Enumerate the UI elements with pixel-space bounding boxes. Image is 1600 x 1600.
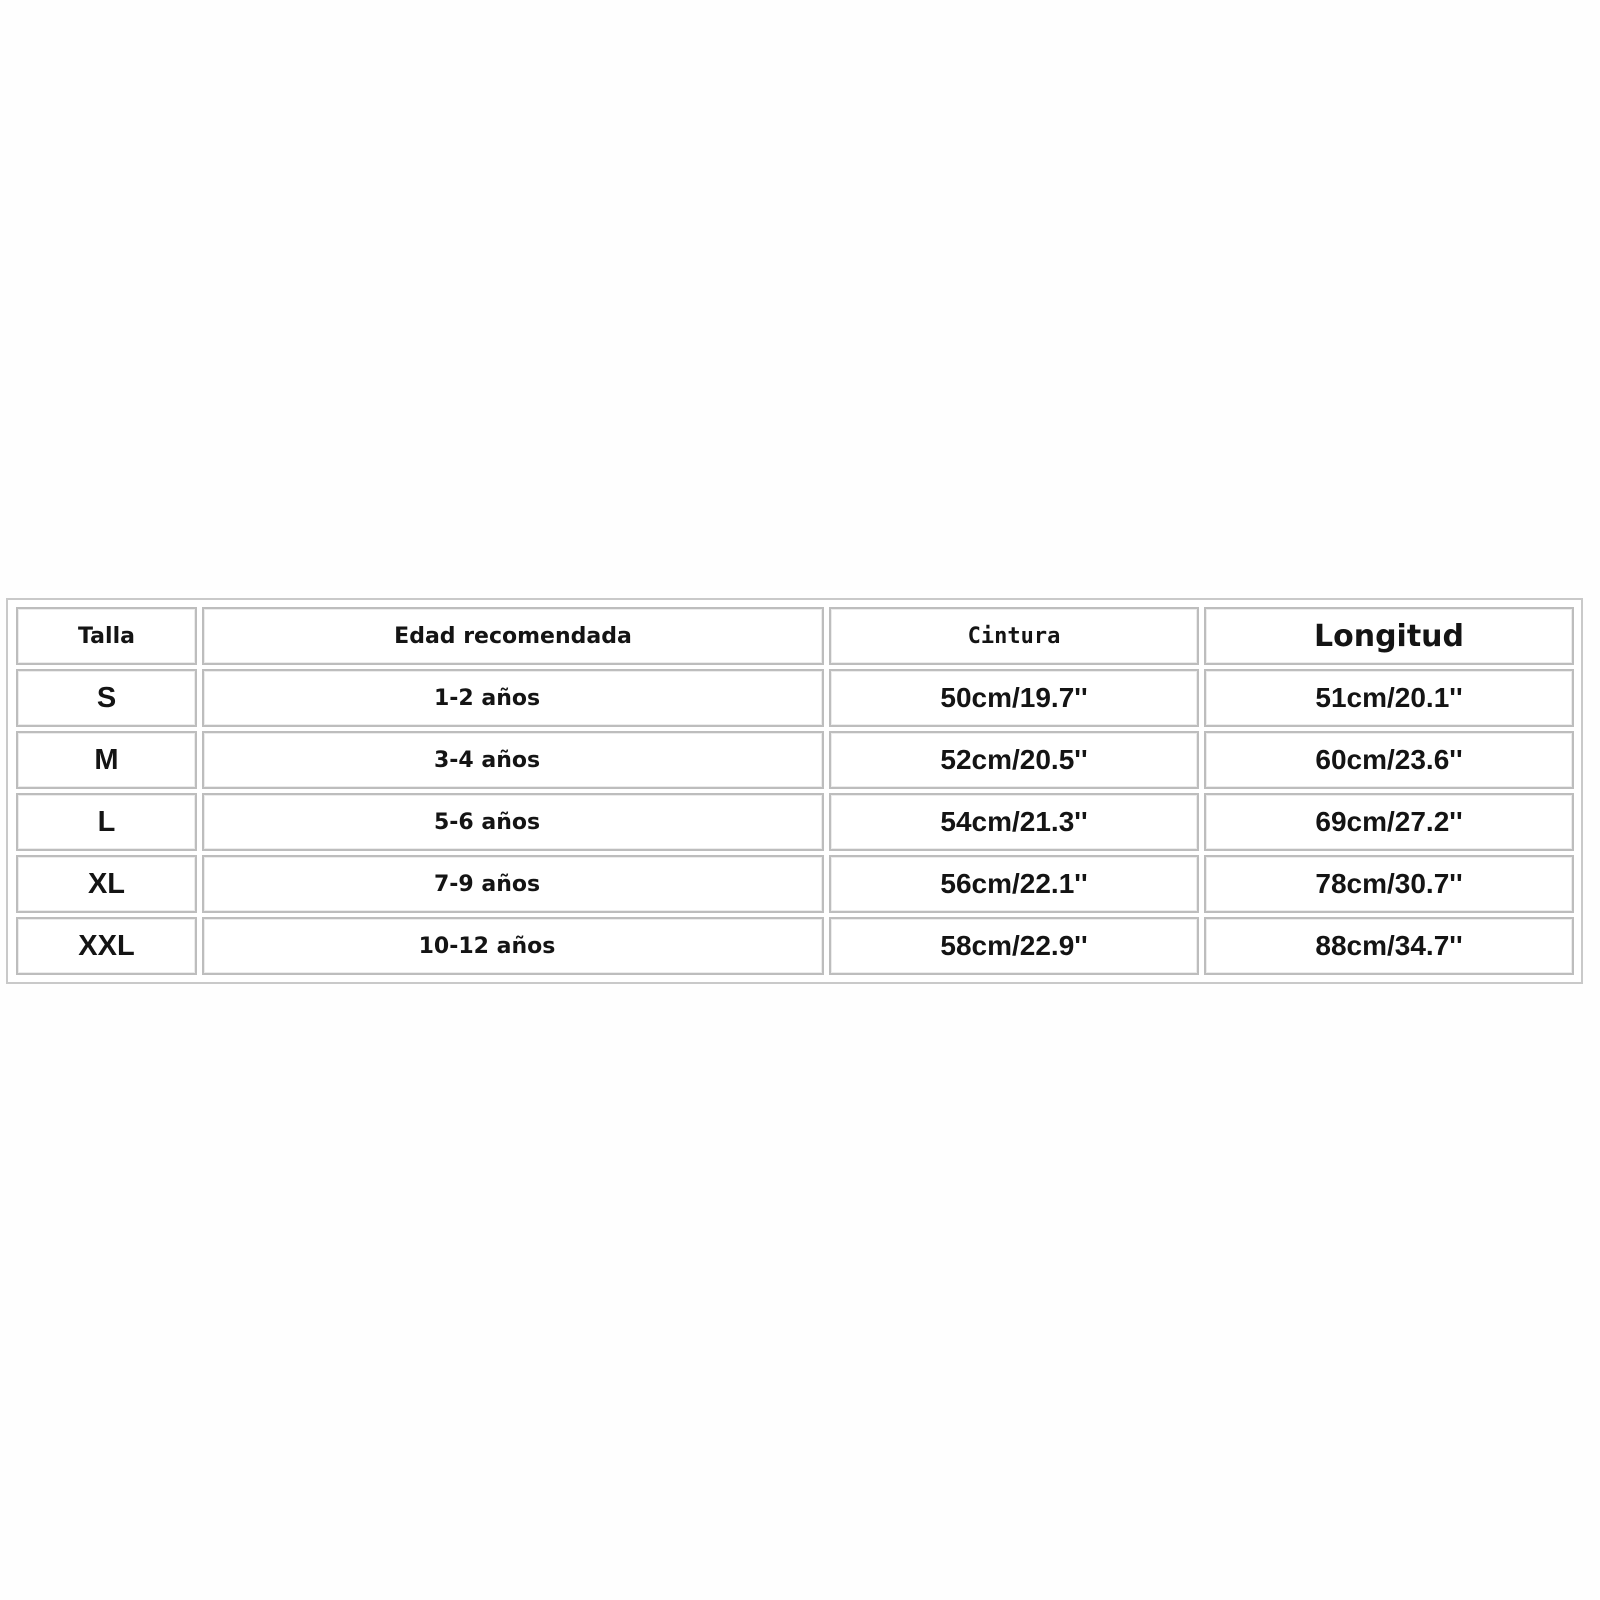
age-value: 1-2 años bbox=[433, 685, 541, 711]
table-header-row bbox=[16, 607, 1574, 665]
waist-cell: 52cm/20.5'' bbox=[829, 731, 1199, 789]
length-cell: 69cm/27.2'' bbox=[1204, 793, 1574, 851]
length-cell: 60cm/23.6'' bbox=[1204, 731, 1574, 789]
table-row bbox=[16, 731, 1574, 789]
size-cell: XXL bbox=[16, 917, 197, 975]
age-value: 3-4 años bbox=[433, 747, 541, 773]
age-value: 5-6 años bbox=[433, 809, 541, 835]
length-cell: 51cm/20.1'' bbox=[1204, 669, 1574, 727]
waist-cell: 58cm/22.9'' bbox=[829, 917, 1199, 975]
age-cell bbox=[202, 855, 824, 913]
header-waist: Cintura bbox=[829, 607, 1199, 665]
waist-cell: 54cm/21.3'' bbox=[829, 793, 1199, 851]
size-table bbox=[11, 603, 1579, 979]
size-chart bbox=[6, 598, 1583, 984]
size-cell: S bbox=[16, 669, 197, 727]
age-cell bbox=[202, 731, 824, 789]
age-value: 7-9 años bbox=[433, 871, 541, 897]
table-row bbox=[16, 855, 1574, 913]
size-cell: M bbox=[16, 731, 197, 789]
waist-cell: 50cm/19.7'' bbox=[829, 669, 1199, 727]
age-cell bbox=[202, 793, 824, 851]
table-row bbox=[16, 917, 1574, 975]
size-cell: XL bbox=[16, 855, 197, 913]
length-cell: 88cm/34.7'' bbox=[1204, 917, 1574, 975]
header-length: Longitud bbox=[1204, 607, 1574, 665]
header-size: Talla bbox=[16, 607, 197, 665]
table-row bbox=[16, 669, 1574, 727]
table-row bbox=[16, 793, 1574, 851]
age-cell bbox=[202, 669, 824, 727]
header-recommended-age: Edad recomendada bbox=[202, 607, 824, 665]
age-value: 10-12 años bbox=[418, 933, 556, 959]
size-cell: L bbox=[16, 793, 197, 851]
waist-cell: 56cm/22.1'' bbox=[829, 855, 1199, 913]
age-cell bbox=[202, 917, 824, 975]
length-cell: 78cm/30.7'' bbox=[1204, 855, 1574, 913]
